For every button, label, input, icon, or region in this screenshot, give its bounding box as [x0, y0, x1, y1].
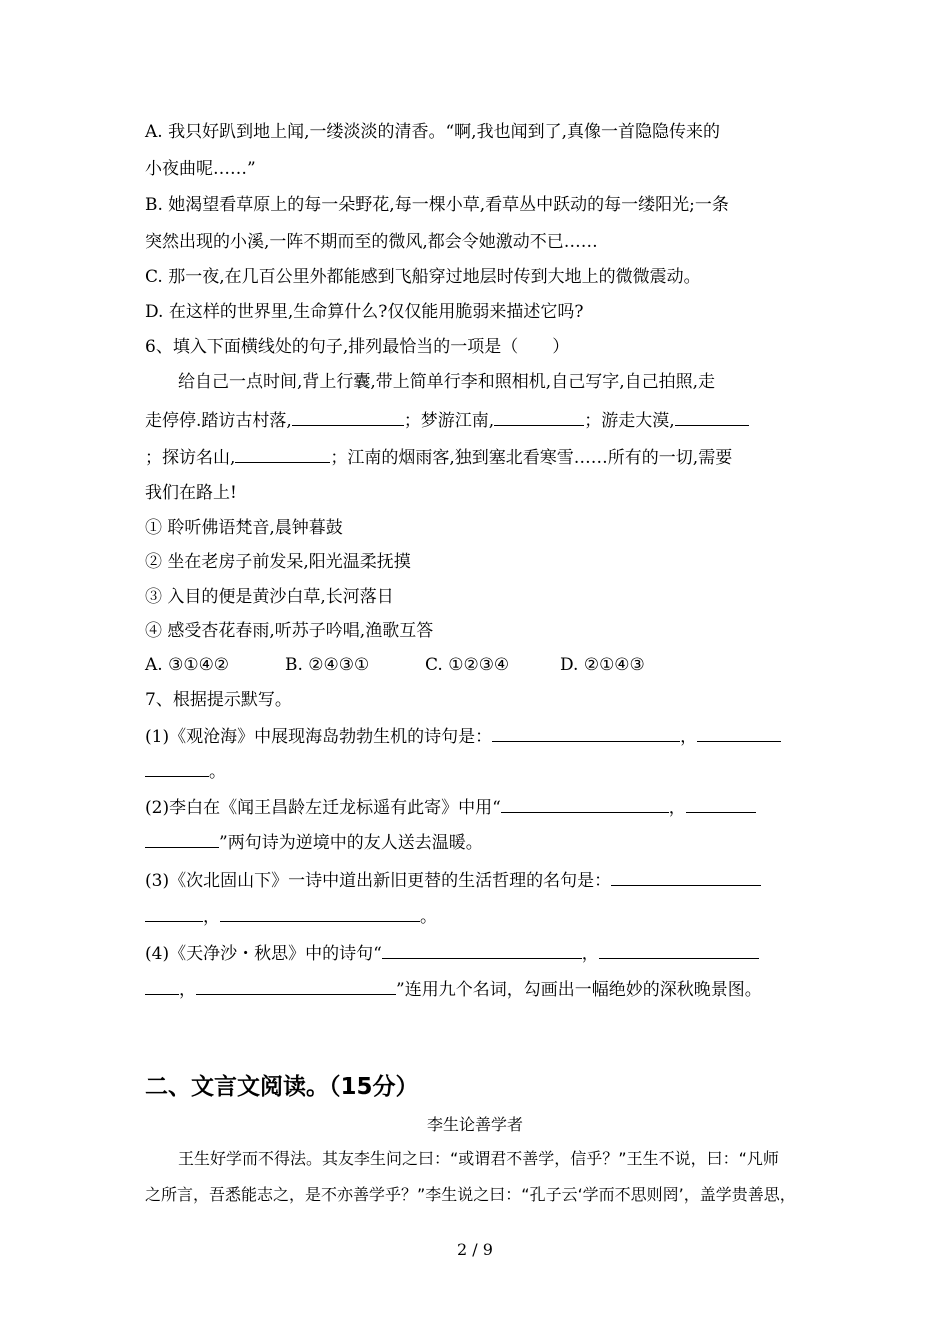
q5-option-a-line2: 小夜曲呢……” [145, 159, 256, 179]
fill-blank[interactable] [675, 407, 749, 426]
fill-blank[interactable] [611, 867, 761, 886]
fill-blank[interactable] [697, 723, 781, 742]
q6-text: ；梦游江南, [403, 411, 495, 431]
q7-text: 。 [420, 907, 437, 927]
fill-blank[interactable] [220, 903, 420, 922]
q6-text: ；江南的烟雨客,独到塞北看寒雪……所有的一切,需要 [330, 448, 733, 468]
fill-blank[interactable] [145, 976, 179, 995]
q5-option-b-line2: 突然出现的小溪,一阵不期而至的微风,都会令她激动不已…… [145, 232, 598, 252]
fill-blank[interactable] [492, 723, 680, 742]
q6-passage-line3 [145, 444, 810, 470]
q5-option-d: D. 在这样的世界里,生命算什么?仅仅能用脆弱来描述它吗? [145, 302, 584, 322]
q6-stem: 6、填入下面横线处的句子,排列最恰当的一项是（ ） [145, 337, 570, 357]
fill-blank[interactable] [145, 758, 209, 777]
q7-item4-line2 [145, 976, 850, 1002]
page-number: 2 / 9 [457, 1240, 493, 1259]
section-heading: 二、文言文阅读。（15分） [145, 1074, 419, 1100]
q5-option-c: C. 那一夜,在几百公里外都能感到飞船穿过地层时传到大地上的微微震动。 [145, 267, 701, 287]
fill-blank[interactable] [235, 444, 330, 463]
q7-item2-line1 [145, 794, 810, 820]
fill-blank[interactable] [494, 407, 584, 426]
q6-passage-line2 [145, 407, 810, 433]
q6-text: ；探访名山, [145, 448, 236, 468]
q7-text: (2)李白在《闻王昌龄左迁龙标遥有此寄》中用“ [145, 798, 501, 818]
q7-text: (3)《次北固山下》一诗中道出新旧更替的生活哲理的名句是： [145, 871, 612, 891]
q7-item1-line2 [145, 758, 810, 784]
passage-title: 李生论善学者 [426, 1115, 523, 1134]
q6-option-4: ④ 感受杏花春雨,听苏子吟唱,渔歌互答 [145, 621, 434, 641]
q6-answer-b[interactable]: B. ②④③① [285, 655, 370, 675]
q6-option-2: ② 坐在老房子前发呆,阳光温柔抚摸 [145, 552, 411, 572]
q6-passage-line4: 我们在路上! [145, 483, 237, 503]
q6-answer-d[interactable]: D. ②①④③ [560, 655, 645, 675]
q6-option-3: ③ 入目的便是黄沙白草,长河落日 [145, 587, 394, 607]
q7-text: ”连用九个名词，勾画出一幅绝妙的深秋晚景图。 [396, 980, 762, 1000]
q6-answer-a[interactable]: A. ③①④② [145, 655, 230, 675]
q7-text: ， [203, 907, 220, 927]
q7-text: (4)《天净沙・秋思》中的诗句“ [145, 944, 382, 964]
q5-option-a-line1: A. 我只好趴到地上闻,一缕淡淡的清香。“啊,我也闻到了,真像一首隐隐传来的 [145, 122, 720, 142]
fill-blank[interactable] [145, 829, 219, 848]
fill-blank[interactable] [292, 407, 404, 426]
q7-text: 。 [209, 762, 226, 782]
q7-item3-line1 [145, 867, 810, 893]
q7-text: ， [680, 727, 698, 747]
fill-blank[interactable] [599, 940, 759, 959]
q7-item4-line1 [145, 940, 810, 966]
passage-line2: 之所言，吾悉能志之，是不亦善学乎？”李生说之曰：“孔子云‘学而不思则罔’，盖学贵善思， [145, 1185, 796, 1204]
fill-blank[interactable] [196, 976, 396, 995]
fill-blank[interactable] [686, 794, 756, 813]
q7-text: ”两句诗为逆境中的友人送去温暖。 [219, 833, 483, 853]
q6-passage-line1: 给自己一点时间,背上行囊,带上简单行李和照相机,自己写字,自己拍照,走 [178, 372, 716, 392]
passage-line1: 王生好学而不得法。其友李生问之曰：“或谓君不善学，信乎？”王生不说，曰：“凡师 [178, 1149, 779, 1168]
q6-text: 走停停.踏访古村落, [145, 411, 292, 431]
q7-item3-line2 [145, 903, 810, 929]
fill-blank[interactable] [501, 794, 669, 813]
fill-blank[interactable] [382, 940, 582, 959]
q7-text: ， [581, 944, 599, 964]
q7-stem: 7、根据提示默写。 [145, 690, 292, 710]
q7-text: ， [668, 798, 686, 818]
q7-text: (1)《观沧海》中展现海岛勃勃生机的诗句是： [145, 727, 493, 747]
q6-option-1: ① 聆听佛语梵音,晨钟暮鼓 [145, 518, 343, 538]
q7-item2-line2 [145, 829, 810, 855]
q6-answer-c[interactable]: C. ①②③④ [425, 655, 510, 675]
q7-item1-line1 [145, 723, 810, 749]
q6-answers [145, 653, 810, 677]
fill-blank[interactable] [145, 903, 203, 922]
q5-option-b-line1: B. 她渴望看草原上的每一朵野花,每一棵小草,看草丛中跃动的每一缕阳光;一条 [145, 195, 729, 215]
q6-text: ；游走大漠, [584, 411, 675, 431]
q7-text: ， [179, 980, 196, 1000]
